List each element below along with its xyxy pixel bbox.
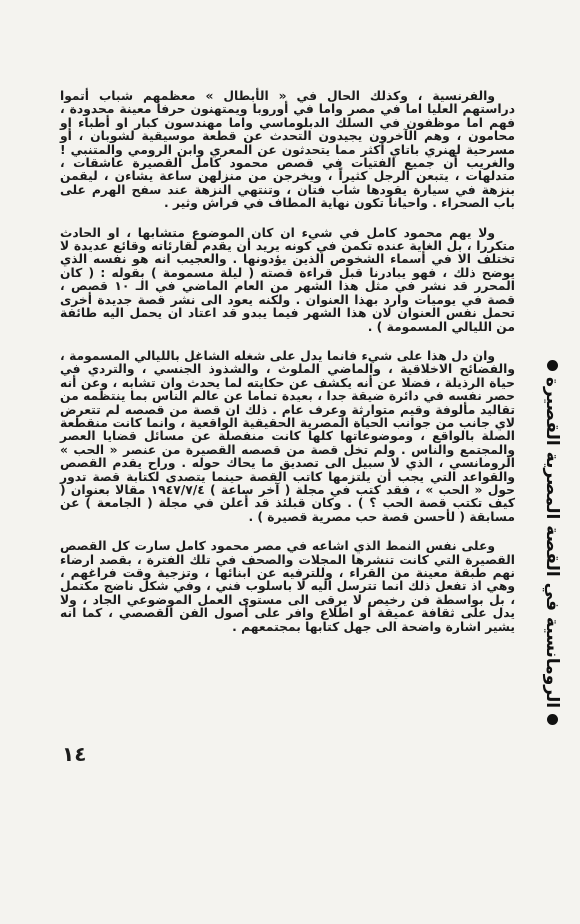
body-text — [60, 90, 515, 650]
paragraph: والفرنسية ، وكذلك الحال في « الأبطال » معظمهم شباب أتموا دراستهم العليا اما في مصر واما في أوروبا ويمتهنون حرفا معينة محدودة ، فهم اما موظفون في السلك الدبلوماسي واما مهندسون كبار او أطباء او محامون ، وهم الآخرون يجيدون التحدث عن قطعة موسيقية لشوبان ، أو مسرحية لهنري باتاي أكثر مما يتحدثون عن المعري وابن الرومي والمتنبي ! والغريب أن جميع الفتيات في قصص محمود كامل القصيرة عاشقات ، متدلهات ، يتبعن الرجل كثيراً ، ويخرجن من منزلهن ساعة يشاءن ، ليقمن بنزهة في سيارة يقودها شاب فتان ، وتنتهي النزهة عند سفح الهرم على باب الصحراء . واحيانا تكون نهاية المطاف في فراش وثير . — [60, 89, 515, 211]
bullet-icon — [547, 360, 558, 371]
running-head-title: الرومانسية في القصة المصرية القصيرة — [542, 377, 562, 709]
paragraph: ولا يهم محمود كامل في شيء ان كان الموضوع متشابها ، او الحادث متكررا ، بل الغاية عنده تكمن في كونه يريد أن يقدم لقارئاته وقائع عديدة لا تختلف الا في أسماء الشخوص الذين يؤدونها . والعجيب انه هو نفسه الذي يوضح ذلك ، فهو يبادرنا قبل قراءة قصته ( ليلة مسمومة ) بقوله : ( كان المحرر قد نشر في مثل هذا الشهر من العام الماضي في الـ ١٠ قصص ، قصة في يوميات وارد بهذا العنوان . ولكنه يعود الى نشر قصة جديدة أخرى تحمل نفس العنوان لان هذا الشهر فيما يبدو قد اعتاد ان يحمل اليه طائفة من الليالي المسمومة ) . — [60, 225, 515, 334]
paragraph: وعلى نفس النمط الذي اشاعه في مصر محمود كامل سارت كل القصص القصيرة التي كانت تنشرها المجلات والصحف في تلك الفترة ، بقصد ارضاء نهم طبقة معينة من القراء ، وللترفيه عن ابنائها ، وتزجية وقت فراغهم ، وهي اذ تفعل ذلك انما تترسل اليه لا باسلوب فني ، وفي شكل ناضج مكتمل ، بل بواسطة فن رخيص لا يرقى الى مستوى العمل الموضوعي الجاد ، ولا يدل على ثقافة عميقة أو اطلاع وافر على أصول الفن القصصي ، كما انه يشير اشارة واضحة الى جهل كتابها بمجتمعهم . — [60, 539, 515, 634]
bullet-icon — [547, 714, 558, 725]
page-number: ١٤ — [62, 742, 87, 766]
paragraph: وان دل هذا على شيء فانما يدل على شغله الشاغل بالليالي المسمومة ، والفضائح الاخلاقية ، والماضي الملوث ، والشذوذ الجنسي ، والتردي في حياة الرذيلة ، فضلا عن أنه يكشف عن حكايته لما يحدث وان تشابه ، وعن أنه حصر نفسه في دائرة ضيقة جدا ، بعيدة تماما عن عالم الناس بما ينتظمه من تقاليد مألوفة وقيم متوارثة وعرف عام . ذلك ان قصة من قصصه لم تتعرض لاي جانب من جوانب الحياة المصرية الحقيقية الواقعية ، وانما كانت منقطعة الصلة بالواقع ، وموضوعاتها كلها كانت منفصلة عن مسائل قضايا العصر والمجتمع والناس . ولم تخل قصة من قصصه القصيرة من عنصر « الحب » الرومانسي ، الذي لا سبيل الى تصديق ما يحاك حوله . وراح يقدم القصص والقواعد التي يجب أن يلتزمها كاتب القصة حينما يتصدى لكتابة قصة تدور حول « الحب » ، فقد كتب في مجلة ( آخر ساعة ) ١٩٤٧/٧/٤ مقالا بعنوان ( كيف تكتب قصة الحب ؟ ) . وكان قبلئذ قد أعلن في مجلة ( الجامعة ) عن مسابقة ( لأحسن قصة حب مصرية قصيرة ) . — [60, 348, 516, 524]
running-head — [538, 360, 566, 709]
